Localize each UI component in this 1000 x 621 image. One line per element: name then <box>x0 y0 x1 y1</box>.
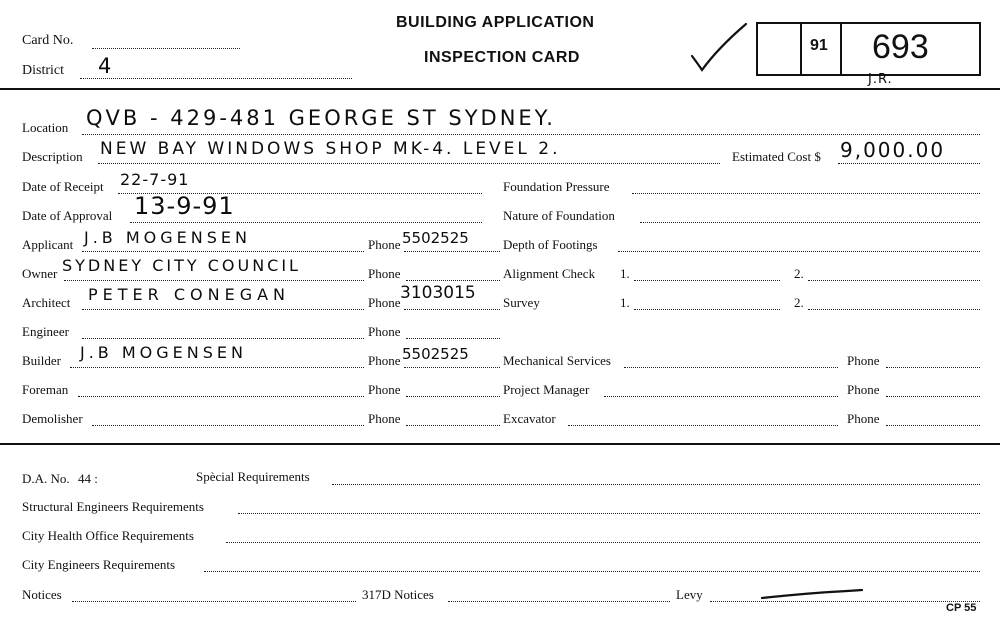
owner-phone-label: Phone <box>368 266 401 281</box>
architect-field[interactable] <box>82 309 364 310</box>
depth-footings-label: Depth of Footings <box>503 237 598 252</box>
survey-2-field[interactable] <box>808 309 980 310</box>
alignment-check-label: Alignment Check <box>503 266 596 281</box>
owner-phone-field[interactable] <box>406 280 500 281</box>
special-requirements-label: Spècial Requirements <box>196 469 310 484</box>
header-divider <box>0 88 1000 90</box>
demolisher-phone-label: Phone <box>368 411 401 426</box>
foreman-phone-label: Phone <box>368 382 401 397</box>
structural-requirements-field[interactable] <box>238 513 980 514</box>
architect-phone-field[interactable] <box>404 309 500 310</box>
description-field[interactable] <box>98 163 720 164</box>
notices-317d-label: 317D Notices <box>362 587 434 602</box>
structural-requirements-label: Structural Engineers Requirements <box>22 499 204 514</box>
engineer-field[interactable] <box>82 338 364 339</box>
location-label: Location <box>22 120 69 135</box>
location-field[interactable] <box>82 134 980 135</box>
demolisher-field[interactable] <box>92 425 364 426</box>
card-number-box <box>756 22 981 76</box>
card-number-divider <box>800 24 802 74</box>
estimated-cost-field[interactable] <box>838 163 980 164</box>
card-no-field[interactable] <box>92 48 240 49</box>
survey-label: Survey <box>503 295 540 310</box>
builder-phone-field[interactable] <box>404 367 500 368</box>
health-requirements-field[interactable] <box>226 542 980 543</box>
card-number-divider <box>840 24 842 74</box>
estimated-cost-label: Estimated Cost $ <box>732 149 821 164</box>
demolisher-phone-field[interactable] <box>406 425 500 426</box>
builder-phone-value: 5502525 <box>402 345 469 363</box>
form-code: CP 55 <box>946 602 977 614</box>
owner-value: SYDNEY CITY COUNCIL <box>62 256 301 275</box>
engineer-phone-field[interactable] <box>406 338 500 339</box>
notices-field[interactable] <box>72 601 356 602</box>
title-line-2: INSPECTION CARD <box>424 49 580 66</box>
survey-1-field[interactable] <box>634 309 780 310</box>
da-label: D.A. No. <box>22 471 70 486</box>
date-receipt-label: Date of Receipt <box>22 179 104 194</box>
foundation-pressure-field[interactable] <box>632 193 980 194</box>
architect-phone-value: 3103015 <box>400 283 476 303</box>
alignment-num-1: 1. <box>620 266 630 281</box>
date-receipt-value: 22-7-91 <box>120 170 190 189</box>
description-value: NEW BAY WINDOWS SHOP MK-4. LEVEL 2. <box>100 139 561 159</box>
architect-value: PETER CONEGAN <box>88 285 290 304</box>
card-no-label: Card No. <box>22 33 74 48</box>
excavator-phone-label: Phone <box>847 411 880 426</box>
applicant-phone-label: Phone <box>368 237 401 252</box>
section-divider <box>0 443 1000 445</box>
mech-services-phone-label: Phone <box>847 353 880 368</box>
depth-footings-field[interactable] <box>618 251 980 252</box>
mech-services-field[interactable] <box>624 367 838 368</box>
date-approval-value: 13-9-91 <box>134 192 235 220</box>
levy-dash-mark <box>760 588 866 602</box>
district-label: District <box>22 63 64 78</box>
district-field[interactable] <box>80 78 352 79</box>
levy-label: Levy <box>676 587 703 602</box>
alignment-num-2: 2. <box>794 266 804 281</box>
date-approval-label: Date of Approval <box>22 208 113 223</box>
builder-value: J.B MOGENSEN <box>80 343 247 362</box>
city-engineers-requirements-label: City Engineers Requirements <box>22 557 176 572</box>
city-engineers-requirements-field[interactable] <box>204 571 980 572</box>
applicant-field[interactable] <box>82 251 364 252</box>
da-value: 44 : <box>78 471 98 486</box>
owner-label: Owner <box>22 266 58 281</box>
notices-317d-field[interactable] <box>448 601 670 602</box>
survey-num-1: 1. <box>620 295 630 310</box>
alignment-check-2-field[interactable] <box>808 280 980 281</box>
foreman-phone-field[interactable] <box>406 396 500 397</box>
architect-label: Architect <box>22 295 71 310</box>
title-line-1: BUILDING APPLICATION <box>396 14 595 31</box>
applicant-label: Applicant <box>22 237 74 252</box>
foreman-field[interactable] <box>78 396 364 397</box>
alignment-check-1-field[interactable] <box>634 280 780 281</box>
initials: J.R. <box>868 72 893 87</box>
project-manager-label: Project Manager <box>503 382 590 397</box>
engineer-phone-label: Phone <box>368 324 401 339</box>
foreman-label: Foreman <box>22 382 69 397</box>
survey-num-2: 2. <box>794 295 804 310</box>
applicant-phone-field[interactable] <box>404 251 500 252</box>
owner-field[interactable] <box>64 280 364 281</box>
applicant-phone-value: 5502525 <box>402 229 469 247</box>
card-number: 693 <box>872 28 929 66</box>
builder-phone-label: Phone <box>368 353 401 368</box>
description-label: Description <box>22 149 83 164</box>
excavator-label: Excavator <box>503 411 556 426</box>
foundation-pressure-label: Foundation Pressure <box>503 179 610 194</box>
project-manager-field[interactable] <box>604 396 838 397</box>
project-manager-phone-label: Phone <box>847 382 880 397</box>
health-requirements-label: City Health Office Requirements <box>22 528 194 543</box>
applicant-value: J.B MOGENSEN <box>84 228 251 247</box>
checkmark-icon <box>688 20 750 74</box>
excavator-field[interactable] <box>568 425 838 426</box>
nature-foundation-label: Nature of Foundation <box>503 208 615 223</box>
builder-field[interactable] <box>70 367 364 368</box>
demolisher-label: Demolisher <box>22 411 83 426</box>
card-prefix: 91 <box>810 37 828 54</box>
special-requirements-field[interactable] <box>332 484 980 485</box>
mech-services-phone-field[interactable] <box>886 367 980 368</box>
architect-phone-label: Phone <box>368 295 401 310</box>
nature-foundation-field[interactable] <box>640 222 980 223</box>
estimated-cost-value: 9,000.00 <box>840 138 946 162</box>
district-value: 4 <box>98 54 113 78</box>
mech-services-label: Mechanical Services <box>503 353 611 368</box>
builder-label: Builder <box>22 353 61 368</box>
date-approval-field[interactable] <box>130 222 482 223</box>
notices-label: Notices <box>22 587 62 602</box>
engineer-label: Engineer <box>22 324 69 339</box>
excavator-phone-field[interactable] <box>886 425 980 426</box>
location-value: QVB - 429-481 GEORGE ST SYDNEY. <box>86 106 556 130</box>
project-manager-phone-field[interactable] <box>886 396 980 397</box>
